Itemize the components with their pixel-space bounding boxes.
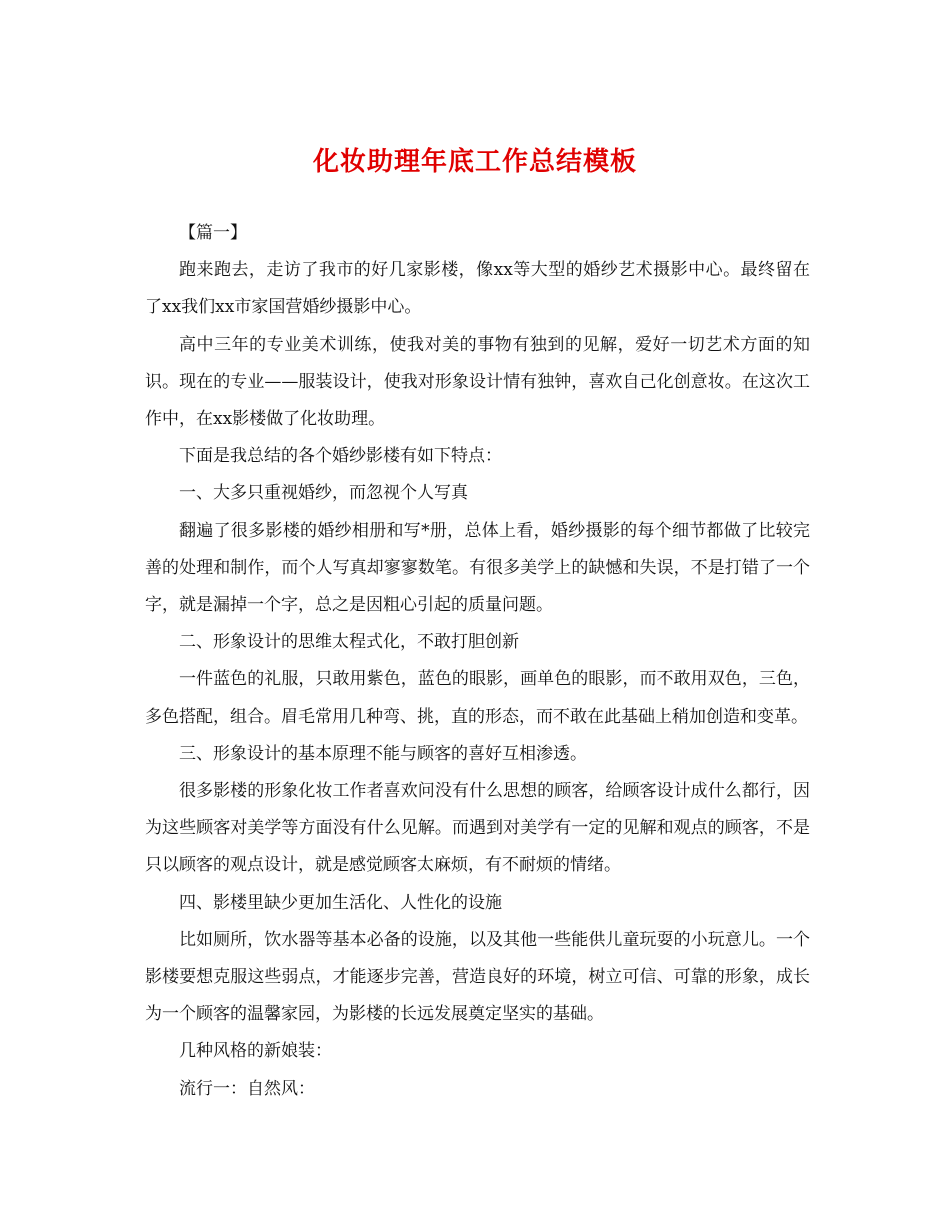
subheading: 三、形象设计的基本原理不能与顾客的喜好互相渗透。 [179, 743, 587, 764]
paragraph: 很多影楼的形象化妆工作者喜欢问没有什么思想的顾客，给顾客设计成什么都行，因为这些顾客对美学等方面没有什么见解。而遇到对美学有一定的见解和观点的顾客，不是只以顾客的观点设计，就是感觉顾客太麻烦，有不耐烦的情绪。 [145, 781, 810, 876]
section-heading: 【篇一】 [179, 223, 247, 243]
paragraph: 跑来跑去，走访了我市的好几家影楼，像xx等大型的婚纱艺术摄影中心。最终留在了xx我们xx市家国营婚纱摄影中心。 [145, 260, 810, 318]
subheading: 四、影楼里缺少更加生活化、人性化的设施 [179, 892, 502, 913]
paragraph: 翻遍了很多影楼的婚纱相册和写*册，总体上看，婚纱摄影的每个细节都做了比较完善的处理和制作，而个人写真却寥寥数笔。有很多美学上的缺憾和失误，不是打错了一个字，就是漏掉一个字，总之是因粗心引起的质量问题。 [145, 520, 810, 616]
paragraph: 流行一：自然风： [179, 1078, 315, 1099]
paragraph: 一件蓝色的礼服，只敢用紫色，蓝色的眼影，画单色的眼影，而不敢用双色，三色，多色搭配，组合。眉毛常用几种弯、挑，直的形态，而不敢在此基础上稍加创造和变革。 [145, 669, 810, 727]
document-title: 化妆助理年底工作总结模板 [312, 147, 637, 177]
subheading: 二、形象设计的思维太程式化，不敢打胆创新 [179, 632, 519, 653]
paragraph: 几种风格的新娘装： [179, 1041, 332, 1062]
paragraph: 下面是我总结的各个婚纱影楼有如下特点： [179, 446, 502, 467]
document-body [145, 215, 810, 1108]
paragraph: 高中三年的专业美术训练，使我对美的事物有独到的见解，爱好一切艺术方面的知识。现在的专业——服装设计，使我对形象设计情有独钟，喜欢自己化创意妆。在这次工作中，在xx影楼做了化妆助理。 [145, 334, 810, 430]
paragraph: 比如厕所，饮水器等基本必备的设施，以及其他一些能供儿童玩耍的小玩意儿。一个影楼要想克服这些弱点，才能逐步完善，营造良好的环境，树立可信、可靠的形象，成长为一个顾客的温馨家园，为影楼的长远发展奠定坚实的基础。 [145, 929, 810, 1025]
subheading: 一、大多只重视婚纱，而忽视个人写真 [179, 483, 468, 504]
